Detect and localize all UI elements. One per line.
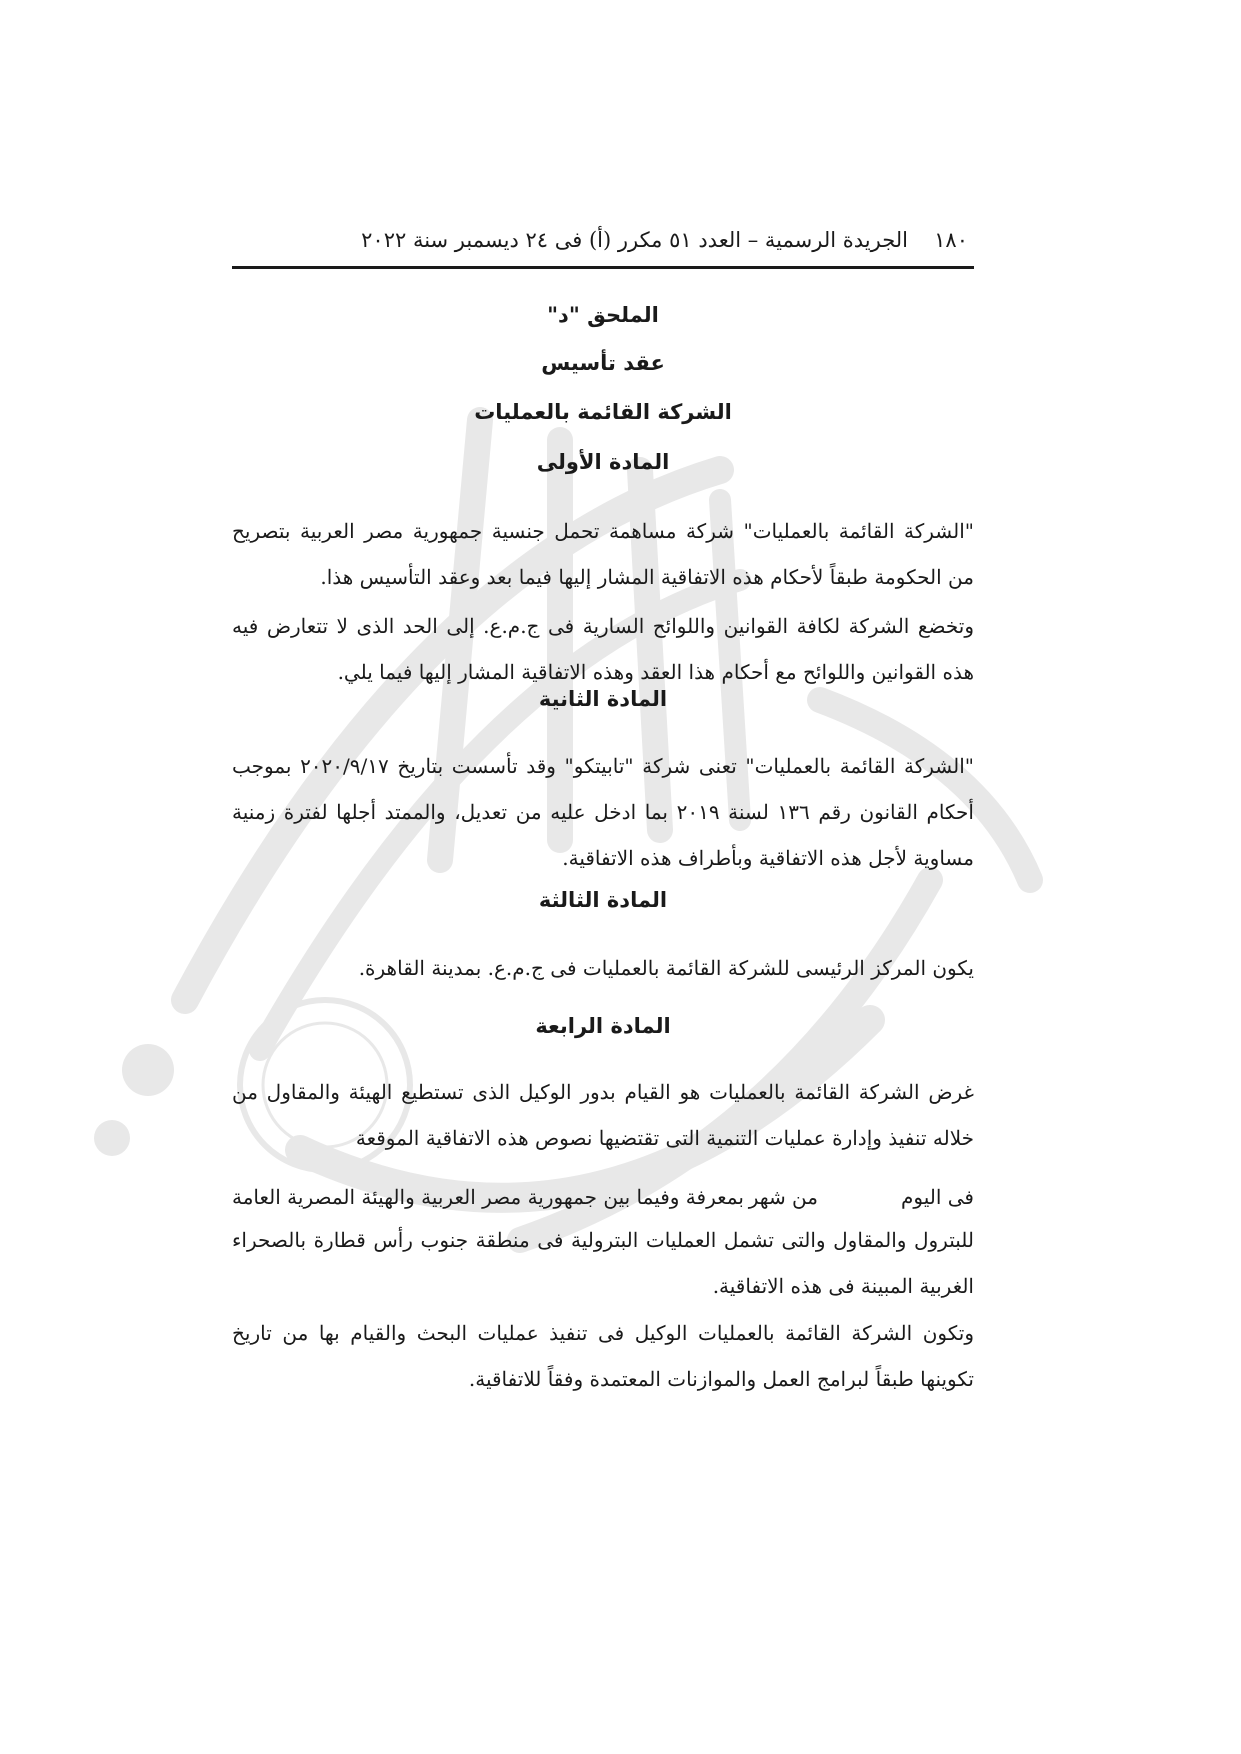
article-1-paragraph-2: وتخضع الشركة لكافة القوانين واللوائح السارية فى ج.م.ع. إلى الحد الذى لا تتعارض فيه هذه القوانين واللوائح مع أحكام هذا العقد وهذه الاتفاقية المشار إليها فيما يلي. [232, 614, 974, 684]
page-header [232, 226, 974, 269]
article-3-heading: المادة الثالثة [538, 888, 668, 912]
article-4-paragraph-3: للبترول والمقاول والتى تشمل العمليات البترولية فى منطقة جنوب رأس قطارة بالصحراء الغربية المبينة فى هذه الاتفاقية. [232, 1228, 974, 1298]
annex-title: الملحق "د" [547, 303, 659, 327]
gazette-title: الجريدة الرسمية – العدد ٥١ مكرر (أ) فى ٢٤ ديسمبر سنة ٢٠٢٢ [361, 228, 908, 252]
page-number: ١٨٠ [934, 228, 968, 252]
article-3-paragraph-1: يكون المركز الرئيسى للشركة القائمة بالعمليات فى ج.م.ع. بمدينة القاهرة. [358, 956, 974, 980]
parties-clause: بمعرفة وفيما بين جمهورية مصر العربية والهيئة المصرية العامة [232, 1185, 744, 1209]
article-2-heading: المادة الثانية [538, 687, 668, 711]
contract-title: عقد تأسيس [541, 351, 665, 375]
article-1-heading: المادة الأولى [536, 450, 670, 474]
blank-day-label: فى اليوم [901, 1185, 974, 1209]
blank-month-label: من شهر [748, 1185, 818, 1209]
article-1-paragraph-1: "الشركة القائمة بالعمليات" شركة مساهمة تحمل جنسية جمهورية مصر العربية بتصريح من الحكومة طبقاً لأحكام هذه الاتفاقية المشار إليها فيما بعد وعقد التأسيس هذا. [232, 519, 974, 589]
company-title: الشركة القائمة بالعمليات [474, 400, 732, 424]
article-4-heading: المادة الرابعة [535, 1014, 671, 1038]
article-4-date-line [232, 1177, 974, 1217]
article-4-paragraph-4: وتكون الشركة القائمة بالعمليات الوكيل فى تنفيذ عمليات البحث والقيام بها من تاريخ تكوينها طبقاً لبرامج العمل والموازنات المعتمدة وفقاً للاتفاقية. [232, 1321, 974, 1391]
article-4-paragraph-1: غرض الشركة القائمة بالعمليات هو القيام بدور الوكيل الذى تستطيع الهيئة والمقاول من خلاله تنفيذ وإدارة عمليات التنمية التى تقتضيها نصوص هذه الاتفاقية الموقعة [232, 1080, 974, 1150]
article-2-paragraph-1: "الشركة القائمة بالعمليات" تعنى شركة "تابيتكو" وقد تأسست بتاريخ ٢٠٢٠/٩/١٧ بموجب أحكام القانون رقم ١٣٦ لسنة ٢٠١٩ بما ادخل عليه من تعديل، والممتد أجلها لفترة زمنية مساوية لأجل هذه الاتفاقية وبأطراف هذه الاتفاقية. [232, 754, 974, 870]
